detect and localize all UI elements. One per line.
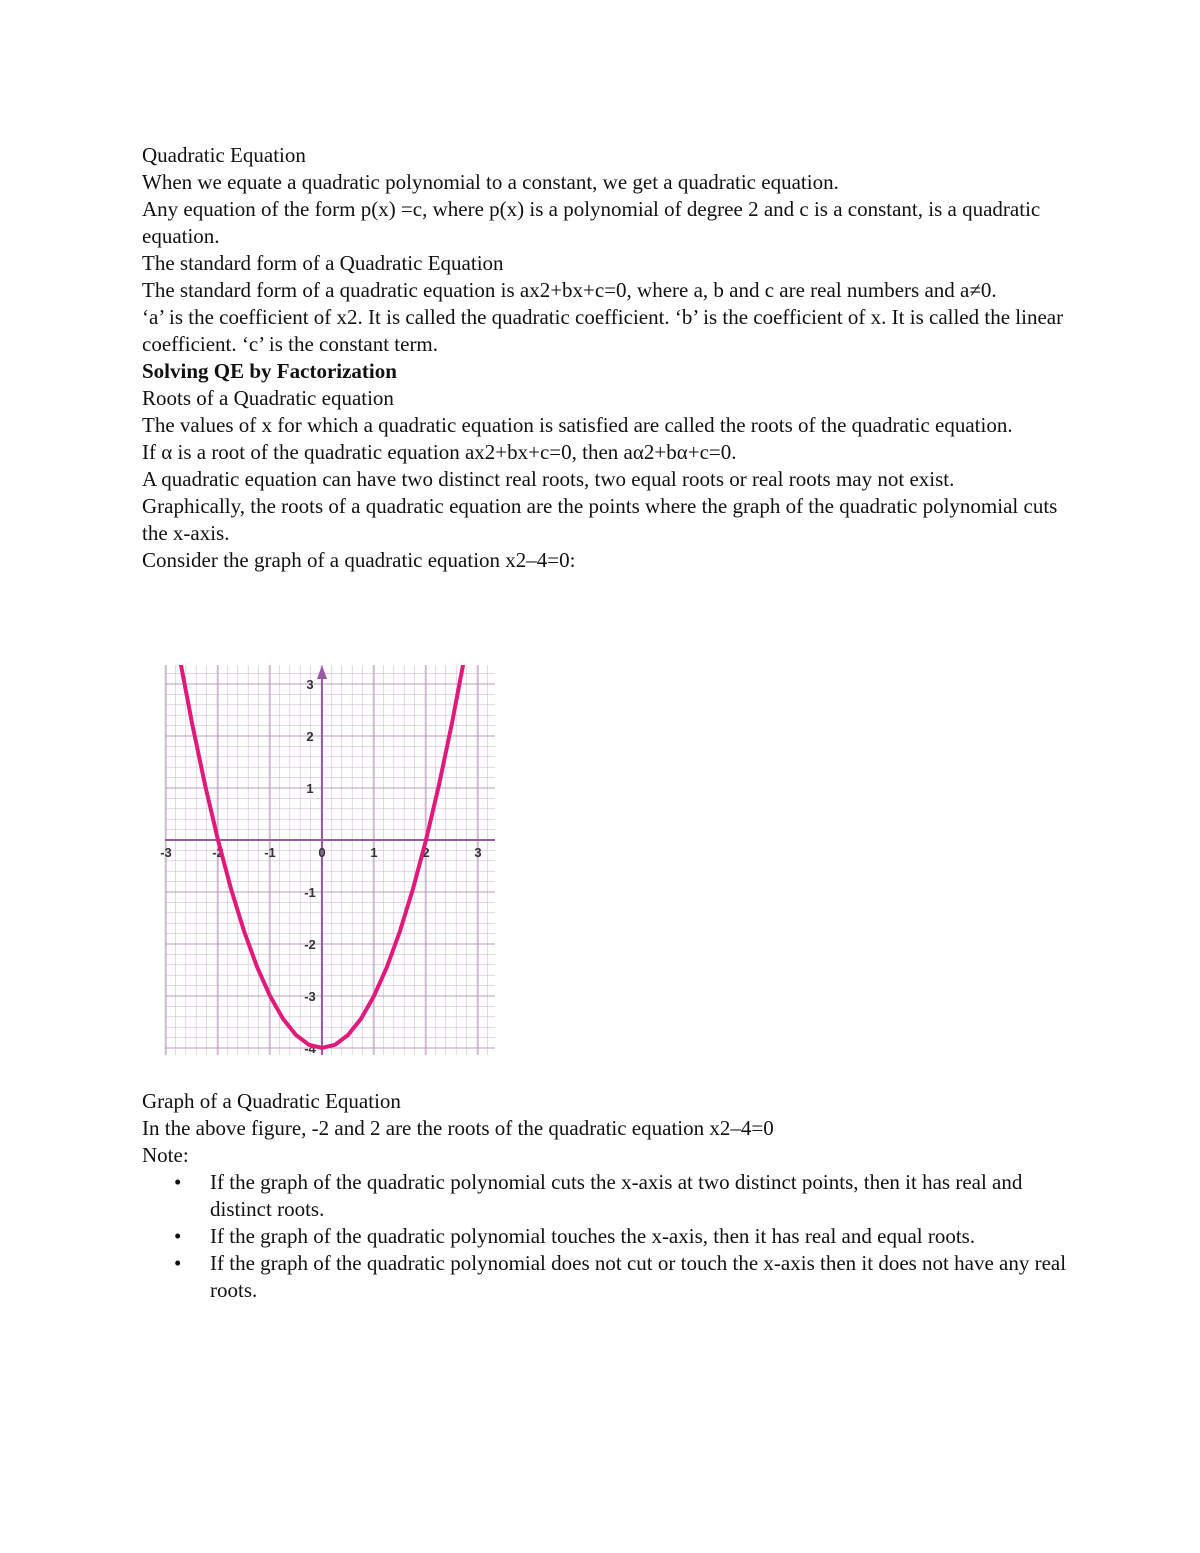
y-tick-label: -3 [304, 989, 316, 1004]
x-tick-label: -1 [264, 845, 276, 860]
y-tick-label: 3 [306, 677, 314, 692]
x-tick-label: 3 [474, 845, 482, 860]
x-tick-label: 1 [370, 845, 378, 860]
note-text: If the graph of the quadratic polynomial cuts the x-axis at two distinct points, then it has real and distinct roots. [210, 1170, 1023, 1221]
y-tick-label: -1 [304, 885, 316, 900]
paragraph: In the above figure, -2 and 2 are the roots of the quadratic equation x2–4=0 [142, 1116, 774, 1140]
paragraph: The values of x for which a quadratic equation is satisfied are called the roots of the quadratic equation. [142, 413, 1013, 437]
note-text: If the graph of the quadratic polynomial does not cut or touch the x-axis then it does not have any real roots. [210, 1251, 1067, 1302]
paragraph: ‘a’ is the coefficient of x2. It is called the quadratic coefficient. ‘b’ is the coefficient of x. It is called the linear coefficient. ‘c’ is the constant term. [142, 305, 1064, 356]
notes-list [142, 1169, 1072, 1304]
note-text: If the graph of the quadratic polynomial touches the x-axis, then it has real and equal roots. [210, 1224, 976, 1248]
x-tick-label: 2 [422, 845, 430, 860]
bullet-icon: • [174, 1251, 182, 1275]
y-tick-label: 1 [306, 781, 314, 796]
paragraph: Any equation of the form p(x) =c, where p(x) is a polynomial of degree 2 and c is a constant, is a quadratic equation. [142, 197, 1041, 248]
document-body [142, 142, 1072, 574]
paragraph: A quadratic equation can have two distinct real roots, two equal roots or real roots may not exist. [142, 467, 955, 491]
doc-title: Quadratic Equation [142, 143, 306, 167]
y-tick-label: 2 [306, 729, 314, 744]
list-item [174, 1250, 1072, 1304]
parabola-graph [160, 660, 500, 1060]
paragraph: When we equate a quadratic polynomial to a constant, we get a quadratic equation. [142, 170, 839, 194]
bold-heading: Solving QE by Factorization [142, 359, 397, 383]
grid [165, 665, 495, 1055]
graph-svg [160, 660, 500, 1060]
list-item [174, 1223, 1072, 1250]
paragraph: If α is a root of the quadratic equation ax2+bx+c=0, then aα2+bα+c=0. [142, 440, 737, 464]
paragraph: Graphically, the roots of a quadratic equation are the points where the graph of the quadratic polynomial cuts the x-axis. [142, 494, 1058, 545]
x-tick-label: -3 [160, 845, 172, 860]
section-heading: Roots of a Quadratic equation [142, 386, 394, 410]
y-tick-label: -4 [304, 1041, 316, 1056]
list-item [174, 1169, 1072, 1223]
note-label: Note: [142, 1143, 189, 1167]
x-tick-label: -2 [212, 845, 224, 860]
after-figure [142, 1088, 1072, 1304]
y-axis-arrow-icon [317, 665, 327, 679]
section-heading: The standard form of a Quadratic Equation [142, 251, 504, 275]
figure-caption: Graph of a Quadratic Equation [142, 1089, 401, 1113]
bullet-icon: • [174, 1170, 182, 1194]
paragraph: The standard form of a quadratic equation is ax2+bx+c=0, where a, b and c are real numbers and a≠0. [142, 278, 997, 302]
paragraph: Consider the graph of a quadratic equation x2–4=0: [142, 548, 576, 572]
x-tick-label: 0 [318, 845, 326, 860]
bullet-icon: • [174, 1224, 182, 1248]
y-tick-label: -2 [304, 937, 316, 952]
